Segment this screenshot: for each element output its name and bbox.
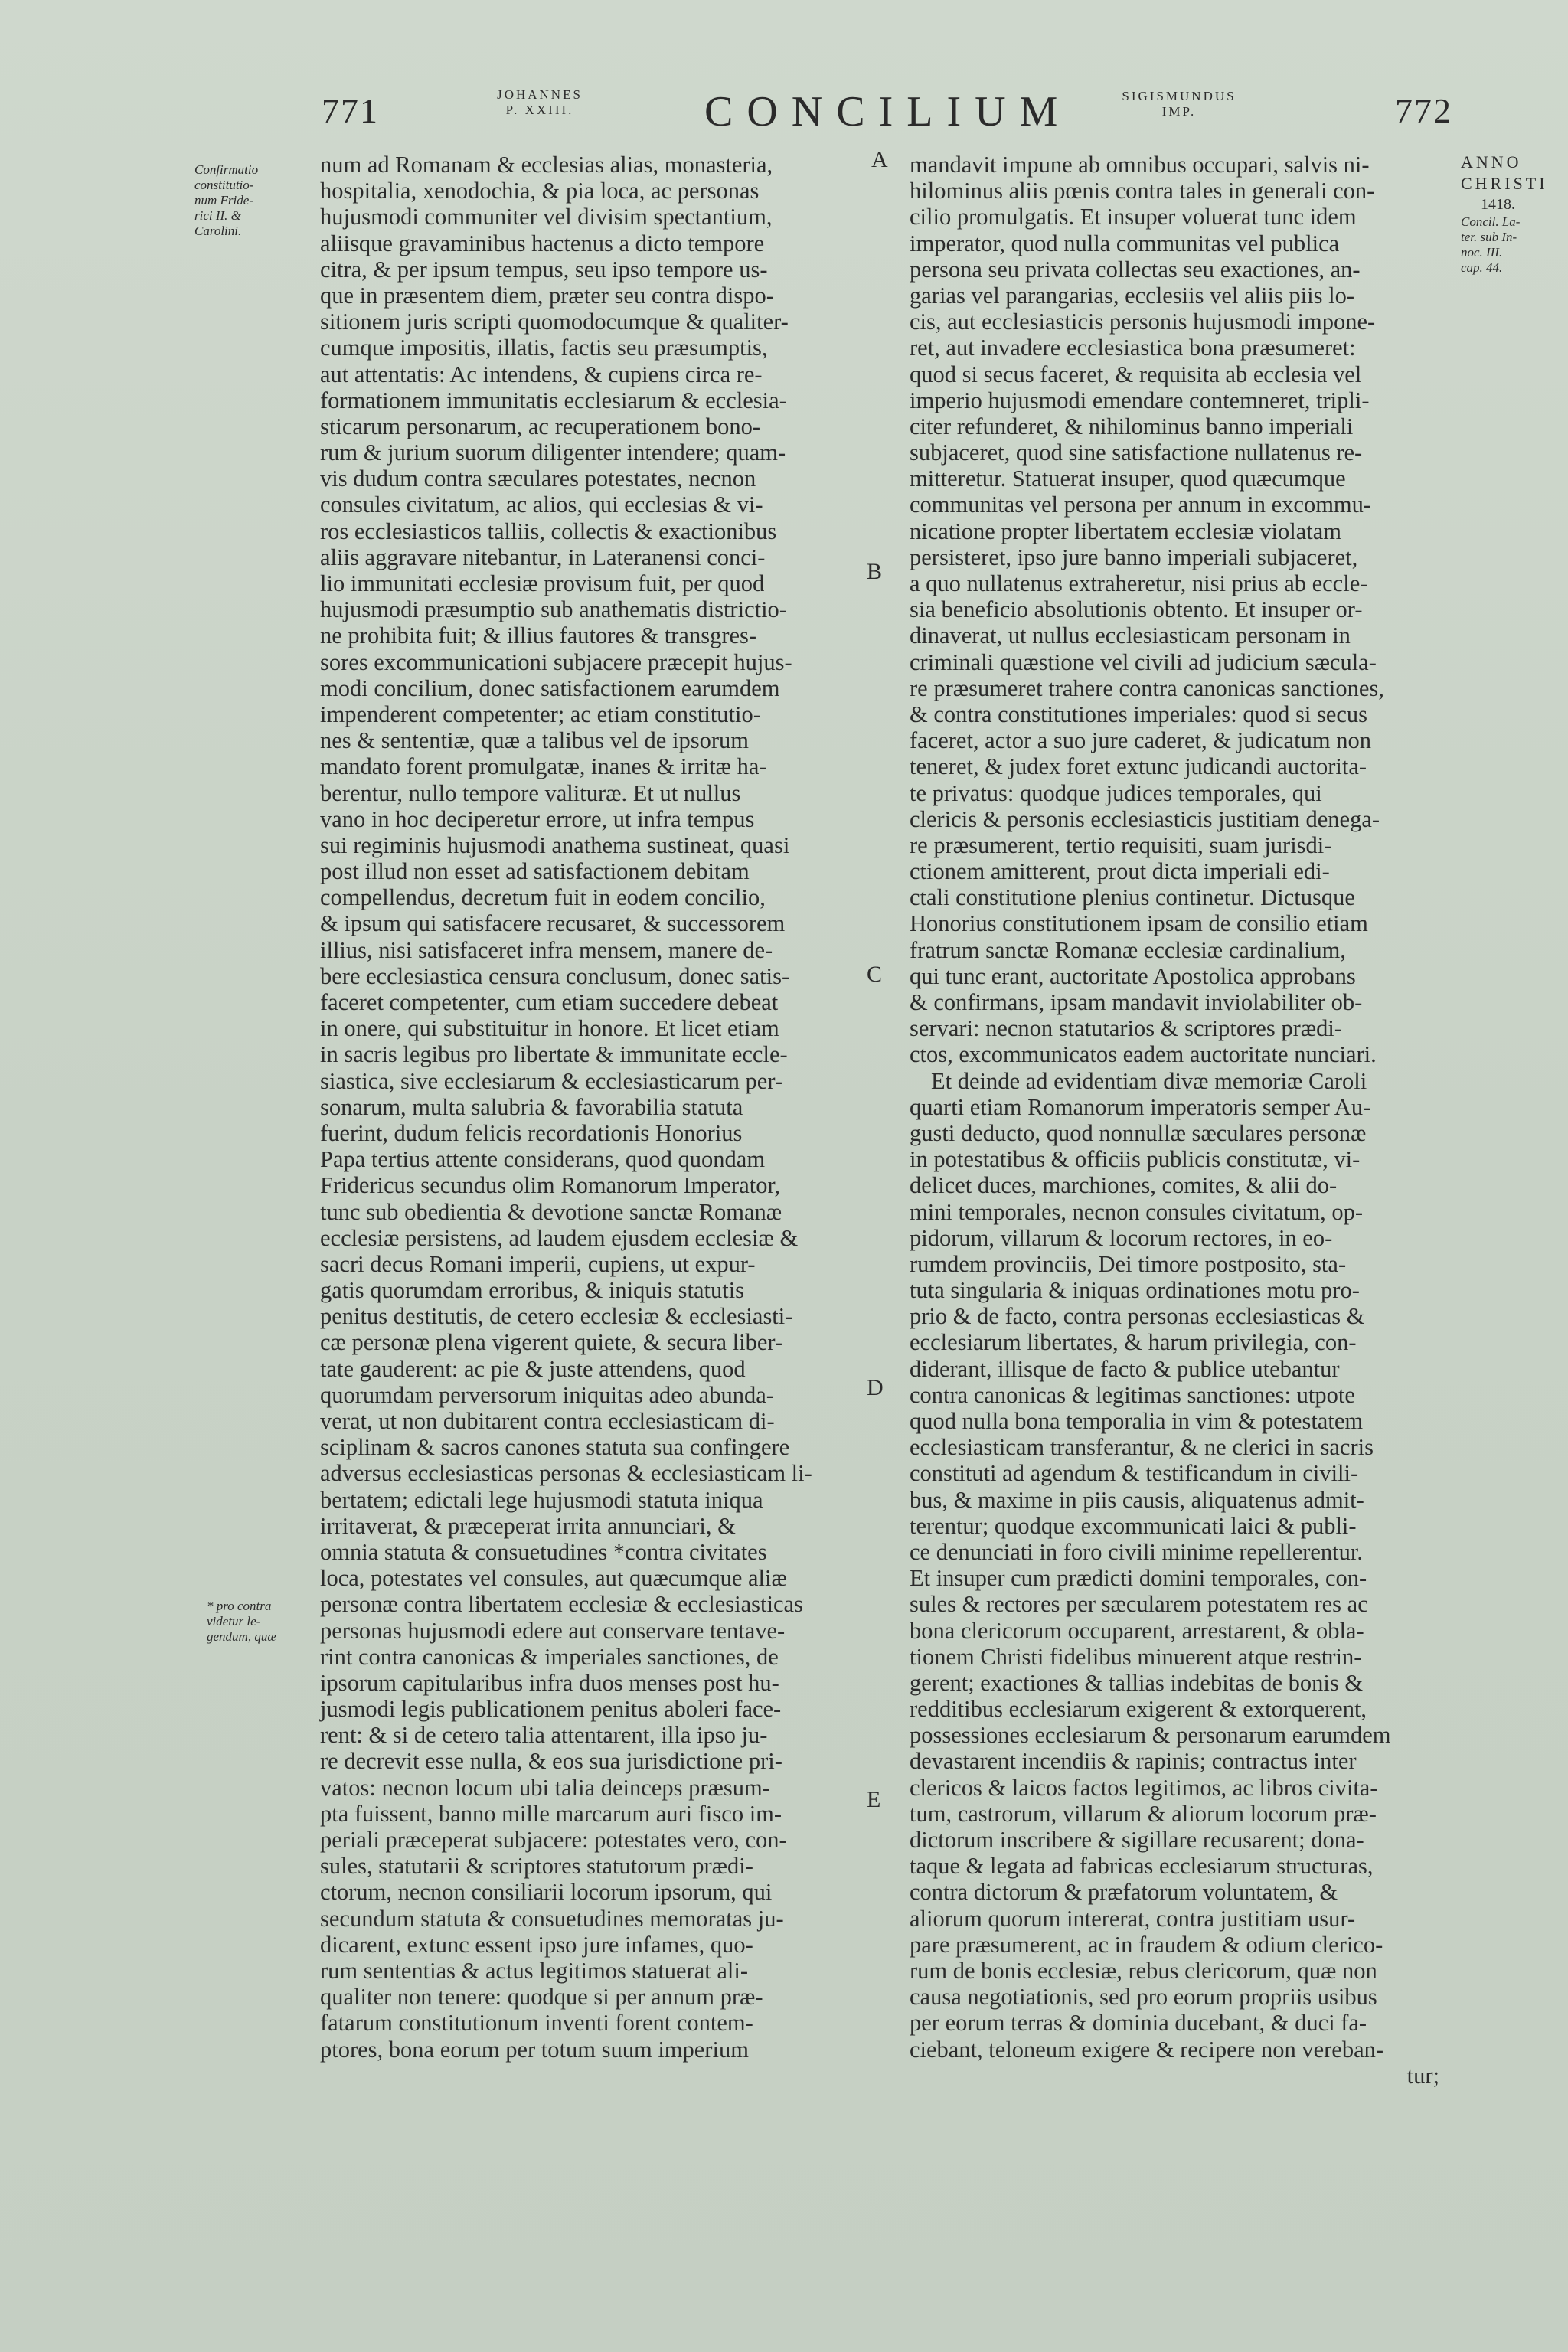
text-line: siastica, sive ecclesiarum & ecclesiasticarum per-	[320, 1067, 783, 1094]
text-line: criminali quæstione vel civili ad judicium sæcula-	[910, 648, 1377, 675]
text-line: personæ contra libertatem ecclesiæ & ecclesiasticas	[320, 1591, 803, 1618]
text-line: bona clericorum occuparent, arrestarent, & obla-	[910, 1617, 1364, 1644]
text-line: fratrum sanctæ Romanæ ecclesiæ cardinalium,	[910, 936, 1347, 963]
text-line: clericos & laicos factos legitimos, ac libros civita-	[910, 1774, 1378, 1801]
text-line: aliis aggravare nitebantur, in Lateranensi conci-	[320, 544, 766, 570]
text-line: Et deinde ad evidentiam divæ memoriæ Caroli	[931, 1067, 1367, 1094]
text-line: ros ecclesiasticos talliis, collectis & exactionibus	[320, 518, 777, 544]
text-line: tate gauderent: ac pie & juste attendens, quod	[320, 1355, 746, 1382]
text-line: ecclesiæ persistens, ad laudem ejusdem ecclesiæ &	[320, 1224, 799, 1251]
text-line: possessiones ecclesiarum & personarum earumdem	[910, 1722, 1391, 1749]
text-line: terentur; quodque excommunicati laici & publi-	[910, 1512, 1357, 1539]
text-line: mitteretur. Statuerat insuper, quod quæcumque	[910, 466, 1346, 492]
text-line: sticarum personarum, ac recuperationem bono-	[320, 413, 761, 439]
text-line: formationem immunitatis ecclesiarum & ecclesia-	[320, 387, 787, 413]
text-line: citer refunderet, & nihilominus banno imperiali	[910, 413, 1354, 439]
text-line: ecclesiasticam transferantur, & ne clerici in sacris	[910, 1434, 1374, 1461]
section-marker-e: E	[867, 1787, 881, 1812]
text-line: re præsumerent, tertio requisiti, suam jurisdi-	[910, 831, 1332, 858]
text-line: quorumdam perversorum iniquitas adeo abunda-	[320, 1381, 774, 1408]
running-head	[0, 84, 1568, 138]
text-line: gerent; exactiones & tallias indebitas de bonis &	[910, 1669, 1364, 1696]
text-line: devastarent incendiis & rapinis; contractus inter	[910, 1748, 1357, 1775]
text-line: redditibus ecclesiarum exigerent & extorquerent,	[910, 1696, 1367, 1723]
text-line: quod si secus faceret, & requisita ab ecclesia vel	[910, 361, 1362, 387]
text-line: bus, & maxime in piis causis, aliquatenus admit-	[910, 1486, 1364, 1513]
text-line: post illud non esset ad satisfactionem debitam	[320, 858, 750, 885]
text-line: fatarum constitutionum inventi forent contem-	[320, 2010, 753, 2037]
text-line: prio & de facto, contra personas ecclesiasticas &	[910, 1303, 1365, 1330]
text-line: clericis & personis ecclesiasticis justitiam denega-	[910, 805, 1380, 832]
text-line: omnia statuta & consuetudines *contra civitates	[320, 1538, 767, 1565]
text-line: persisteret, ipso jure banno imperiali subjaceret,	[910, 544, 1358, 570]
text-line: verat, ut non dubitarent contra ecclesiasticam di-	[320, 1408, 775, 1434]
text-line: ne prohibita fuit; & illius fautores & transgres-	[320, 622, 757, 649]
text-line: rent: & si de cetero talia attentarent, illa ipso ju-	[320, 1722, 768, 1749]
text-line: dinaverat, ut nullus ecclesiasticam personam in	[910, 622, 1351, 649]
text-line: hujusmodi communiter vel divisim spectantium,	[320, 204, 773, 230]
text-line: impenderent competenter; ac etiam constitutio-	[320, 701, 761, 727]
text-line: teneret, & judex foret extunc judicandi auctorita-	[910, 753, 1367, 780]
text-line: ecclesiarum libertates, & harum privilegia, con-	[910, 1329, 1357, 1356]
text-line: persona seu privata collectas seu exactiones, an-	[910, 256, 1361, 283]
text-line: a quo nullatenus extraheretur, nisi prius ab eccle-	[910, 570, 1368, 596]
text-line: sules & rectores per sæcularem potestatem res ac	[910, 1591, 1368, 1618]
text-line: bere ecclesiastica censura conclusum, donec satis-	[320, 962, 790, 989]
text-line: pidorum, villarum & locorum rectores, in eo-	[910, 1224, 1333, 1251]
text-line: quod nulla bona temporalia in vim & potestatem	[910, 1408, 1364, 1434]
text-line: quarti etiam Romanorum imperatoris semper Au-	[910, 1093, 1371, 1120]
text-line: constituti ad agendum & testificandum in civili-	[910, 1460, 1359, 1487]
text-line: vatos: necnon locum ubi talia deinceps præsum-	[320, 1774, 770, 1801]
text-line: in potestatibus & officiis publicis constitutæ, vi-	[910, 1146, 1361, 1173]
text-line: faceret competenter, cum etiam succedere debeat	[320, 989, 779, 1015]
text-line: tionem Christi fidelibus minuerent atque restrin-	[910, 1643, 1362, 1670]
text-line: ctorum, necnon consiliarii locorum ipsorum, qui	[320, 1879, 773, 1906]
text-line: cis, aut ecclesiasticis personis hujusmodi impone-	[910, 309, 1376, 335]
text-line: diderant, illisque de facto & publice utebantur	[910, 1355, 1340, 1382]
text-line: penitus destitutis, de cetero ecclesiæ & ecclesiasti-	[320, 1303, 793, 1330]
text-line: gatis quorumdam erroribus, & iniquis statutis	[320, 1277, 745, 1304]
text-line: rum sententias & actus legitimos statuerat ali-	[320, 1957, 749, 1984]
text-line: sores excommunicationi subjacere præcepit hujus-	[320, 648, 792, 675]
text-line: tum, castrorum, villarum & aliorum locorum præ-	[910, 1800, 1377, 1827]
text-line: contra dictorum & præfatorum voluntatem, &	[910, 1879, 1338, 1906]
text-line: imperio hujusmodi emendare contemneret, tripli-	[910, 387, 1370, 413]
text-line: delicet duces, marchiones, comites, & alii do-	[910, 1172, 1338, 1199]
section-marker-d: D	[867, 1375, 884, 1400]
text-line: tur;	[1406, 2062, 1439, 2089]
text-line: communitas vel persona per annum in excommu-	[910, 492, 1372, 518]
text-line: irritaverat, & præceperat irrita annunciari, &	[320, 1512, 736, 1539]
text-line: servari: necnon statutarios & scriptores prædi-	[910, 1015, 1342, 1042]
text-line: tuta singularia & iniquas ordinationes motu pro-	[910, 1277, 1360, 1304]
header-emperor-name: SIGISMUNDUS IMP.	[1122, 89, 1236, 119]
text-line: in sacris legibus pro libertate & immunitate eccle-	[320, 1041, 788, 1068]
text-line: taque & legata ad fabricas ecclesiarum structuras,	[910, 1853, 1374, 1880]
page-number-left: 771	[322, 91, 379, 130]
text-line: qui tunc erant, auctoritate Apostolica approbans	[910, 962, 1356, 989]
text-line: & confirmans, ipsam mandavit inviolabiliter ob-	[910, 989, 1363, 1015]
text-line: garias vel parangarias, ecclesiis vel aliis piis lo-	[910, 282, 1354, 309]
text-line: illius, nisi satisfaceret infra mensem, manere de-	[320, 936, 773, 963]
text-line: tunc sub obedientia & devotione sanctæ Romanæ	[320, 1198, 782, 1225]
text-line: ptores, bona eorum per totum suum imperium	[320, 2036, 749, 2063]
text-line: re decrevit esse nulla, & eos sua jurisdictione pri-	[320, 1748, 782, 1775]
text-line: hilominus aliis pœnis contra tales in generali con-	[910, 178, 1375, 204]
text-line: cumque impositis, illatis, factis seu præsumptis,	[320, 335, 768, 361]
text-line: aut attentatis: Ac intendens, & cupiens circa re-	[320, 361, 763, 387]
text-line: ipsorum capitularibus infra duos menses post hu-	[320, 1669, 779, 1696]
text-line: consules civitatum, ac alios, qui ecclesias & vi-	[320, 492, 763, 518]
text-line: aliisque gravaminibus hactenus a dicto tempore	[320, 230, 765, 256]
text-line: nicatione propter libertatem ecclesiæ violatam	[910, 518, 1342, 544]
text-line: ret, aut invadere ecclesiastica bona præsumeret:	[910, 335, 1356, 361]
text-line: re præsumeret trahere contra canonicas sanctiones,	[910, 675, 1384, 701]
text-line: per eorum terras & dominia ducebant, & duci fa-	[910, 2010, 1367, 2037]
text-line: num ad Romanam & ecclesias alias, monasteria,	[320, 152, 773, 178]
text-line: berentur, nullo tempore valituræ. Et ut nullus	[320, 779, 741, 806]
text-line: hospitalia, xenodochia, & pia loca, ac personas	[320, 178, 760, 204]
text-line: sonarum, multa salubria & favorabilia statuta	[320, 1093, 743, 1120]
text-line: sciplinam & sacros canones statuta sua confingere	[320, 1434, 790, 1461]
text-line: Fridericus secundus olim Romanorum Imperator,	[320, 1172, 781, 1199]
text-line: sitionem juris scripti quomodocumque & qualiter-	[320, 309, 789, 335]
text-line: sacri decus Romani imperii, cupiens, ut expur-	[320, 1250, 756, 1277]
text-line: causa negotiationis, sed pro eorum propriis usibus	[910, 1984, 1377, 2011]
text-line: subjaceret, quod sine satisfactione nullatenus re-	[910, 439, 1363, 466]
text-line: & contra constitutiones imperiales: quod si secus	[910, 701, 1368, 727]
text-line: secundum statuta & consuetudines memoratas ju-	[320, 1905, 784, 1932]
margin-note-correction: * pro contra videtur le- gendum, quæ	[207, 1599, 276, 1644]
text-line: aliorum quorum intererat, contra justitiam usur-	[910, 1905, 1356, 1932]
text-line: lio immunitati ecclesiæ provisum fuit, per quod	[320, 570, 765, 596]
text-line: cæ personæ plena vigerent quiete, & secura liber-	[320, 1329, 783, 1356]
section-marker-b: B	[867, 559, 883, 584]
text-line: ctionem amitterent, prout dicta imperiali edi-	[910, 858, 1330, 885]
text-line: contra canonicas & legitimas sanctiones: utpote	[910, 1381, 1355, 1408]
text-line: sia beneficio absolutionis obtento. Et insuper or-	[910, 596, 1363, 623]
text-line: mini temporales, necnon consules civitatum, op-	[910, 1198, 1364, 1225]
text-line: qualiter non tenere: quodque si per annum præ-	[320, 1984, 763, 2011]
text-line: imperator, quod nulla communitas vel publica	[910, 230, 1340, 256]
text-line: vis dudum contra sæculares potestates, necnon	[320, 466, 756, 492]
section-marker-a: A	[871, 147, 888, 172]
text-line: & ipsum qui satisfacere recusaret, & successorem	[320, 910, 786, 937]
right-text-column	[910, 152, 1439, 2089]
text-line: fuerint, dudum felicis recordationis Honorius	[320, 1119, 743, 1146]
text-line: pare præsumerent, ac in fraudem & odium clerico-	[910, 1931, 1383, 1958]
text-line: Et insuper cum prædicti domini temporales, con-	[910, 1565, 1367, 1592]
text-line: in onere, qui substituitur in honore. Et licet etiam	[320, 1015, 779, 1042]
left-text-column	[320, 152, 856, 2063]
text-line: te privatus: quodque judices temporales, qui	[910, 779, 1322, 806]
text-line: personas hujusmodi edere aut conservare tentave-	[320, 1617, 786, 1644]
text-line: ce denunciati in foro civili minime repellerentur.	[910, 1538, 1363, 1565]
text-line: ctos, excommunicatos eadem auctoritate nunciari.	[910, 1041, 1377, 1068]
text-line: vano in hoc deciperetur errore, ut infra tempus	[320, 805, 755, 832]
header-pope-name: JOHANNES P. XXIII.	[497, 87, 583, 117]
text-line: gusti deducto, quod nonnullæ sæculares personæ	[910, 1119, 1367, 1146]
text-line: Papa tertius attente considerans, quod quondam	[320, 1146, 766, 1173]
text-line: que in præsentem diem, præter seu contra dispo-	[320, 282, 774, 309]
text-line: adversus ecclesiasticas personas & ecclesiasticam li-	[320, 1460, 812, 1487]
text-line: sules, statutarii & scriptores statutorum prædi-	[320, 1853, 753, 1880]
page-number-right: 772	[1395, 91, 1452, 130]
text-line: cilio promulgatis. Et insuper voluerat tunc idem	[910, 204, 1357, 230]
section-marker-c: C	[867, 962, 883, 987]
margin-note-confirmatio: Confirmatio constitutio- num Fride- rici II. & Carolini.	[194, 162, 259, 238]
text-line: nes & sententiæ, quæ a talibus vel de ipsorum	[320, 727, 749, 754]
text-line: periali præceperat subjacere: potestates vero, con-	[320, 1827, 787, 1853]
text-line: rumdem provinciis, Dei timore postposito, sta-	[910, 1250, 1347, 1277]
text-line: dicarent, extunc essent ipso jure infames, quo-	[320, 1931, 753, 1958]
text-line: rint contra canonicas & imperiales sanctiones, de	[320, 1643, 779, 1670]
margin-note-anno: ANNO CHRISTI 1418. Concil. La- ter. sub In- noc. III. cap. 44.	[1461, 152, 1548, 275]
text-line: bertatem; edictali lege hujusmodi statuta iniqua	[320, 1486, 763, 1513]
text-line: rum & jurium suorum diligenter intendere; quam-	[320, 439, 786, 466]
text-line: loca, potestates vel consules, aut quæcumque aliæ	[320, 1565, 787, 1592]
text-line: compellendus, decretum fuit in eodem concilio,	[320, 884, 766, 911]
text-line: sui regiminis hujusmodi anathema sustineat, quasi	[320, 831, 790, 858]
text-line: jusmodi legis publicationem penitus aboleri face-	[320, 1696, 782, 1723]
text-line: dictorum inscribere & sigillare recusarent; dona-	[910, 1827, 1364, 1853]
text-line: ctali constitutione plenius continetur. Dictusque	[910, 884, 1355, 911]
text-line: mandato forent promulgatæ, inanes & irritæ ha-	[320, 753, 767, 780]
text-line: pta fuissent, banno mille marcarum auri fisco im-	[320, 1800, 782, 1827]
text-line: Honorius constitutionem ipsam de consilio etiam	[910, 910, 1368, 937]
header-title: CONCILIUM	[704, 88, 1072, 136]
text-line: rum de bonis ecclesiæ, rebus clericorum, quæ non	[910, 1957, 1377, 1984]
text-line: citra, & per ipsum tempus, seu ipso tempore us-	[320, 256, 768, 283]
text-line: mandavit impune ab omnibus occupari, salvis ni-	[910, 152, 1370, 178]
text-line: hujusmodi præsumptio sub anathematis districtio-	[320, 596, 787, 623]
text-line: ciebant, teloneum exigere & recipere non vereban-	[910, 2036, 1384, 2063]
text-line: modi concilium, donec satisfactionem earumdem	[320, 675, 780, 701]
text-line: faceret, actor a suo jure caderet, & judicatum non	[910, 727, 1371, 754]
